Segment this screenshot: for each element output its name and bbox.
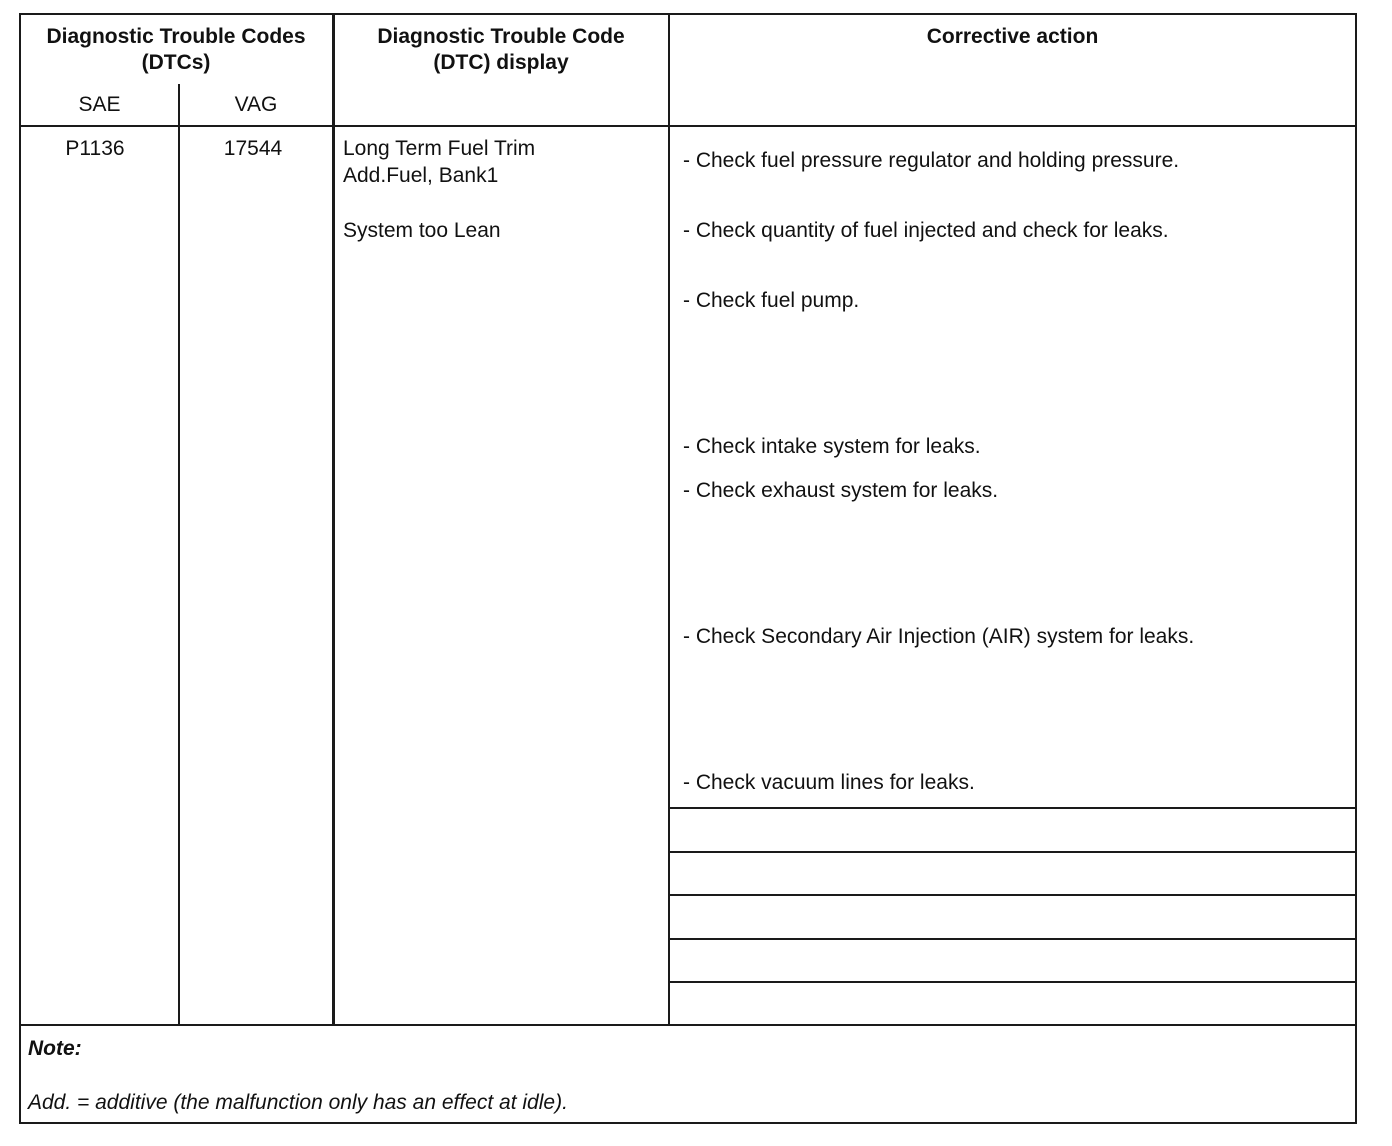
header-vag: VAG [234,93,278,116]
blank-row-rule [669,807,1357,809]
corrective-action-item: - Check Secondary Air Injection (AIR) system for leaks. [683,625,1195,648]
blank-row-rule [669,981,1357,983]
corrective-action-item: - Check fuel pump. [683,289,860,312]
table-border-right [1355,13,1357,1124]
header-divider [19,125,1357,127]
display-action-divider [668,13,670,1025]
table-border-top [19,13,1357,15]
corrective-action-item: - Check fuel pressure regulator and holding pressure. [683,149,1180,172]
codes-display-divider [332,13,335,1025]
corrective-action-item: - Check quantity of fuel injected and check for leaks. [683,219,1169,242]
header-dtc-display: Diagnostic Trouble Code (DTC) display [377,25,625,74]
corrective-action-item: - Check intake system for leaks. [683,435,981,458]
blank-row-rule [669,894,1357,896]
note-divider [19,1024,1357,1026]
header-dtcs: Diagnostic Trouble Codes (DTCs) [46,25,306,74]
dtc-display-line: Long Term Fuel Trim [343,137,536,160]
dtc-display-line: Add.Fuel, Bank1 [343,164,499,187]
header-sae: SAE [78,93,121,116]
blank-row-rule [669,851,1357,853]
dtc-display-line: System too Lean [343,219,501,242]
sae-vag-divider [178,84,180,1025]
table-border-bottom [19,1122,1357,1124]
sae-code: P1136 [65,137,125,160]
vag-code: 17544 [223,137,283,160]
table-border-left [19,13,21,1124]
note-title: Note: [28,1037,82,1060]
note-text: Add. = additive (the malfunction only has an effect at idle). [28,1091,568,1114]
header-corrective-action: Corrective action [926,25,1099,48]
blank-row-rule [669,938,1357,940]
corrective-action-item: - Check exhaust system for leaks. [683,479,999,502]
corrective-action-item: - Check vacuum lines for leaks. [683,771,975,794]
